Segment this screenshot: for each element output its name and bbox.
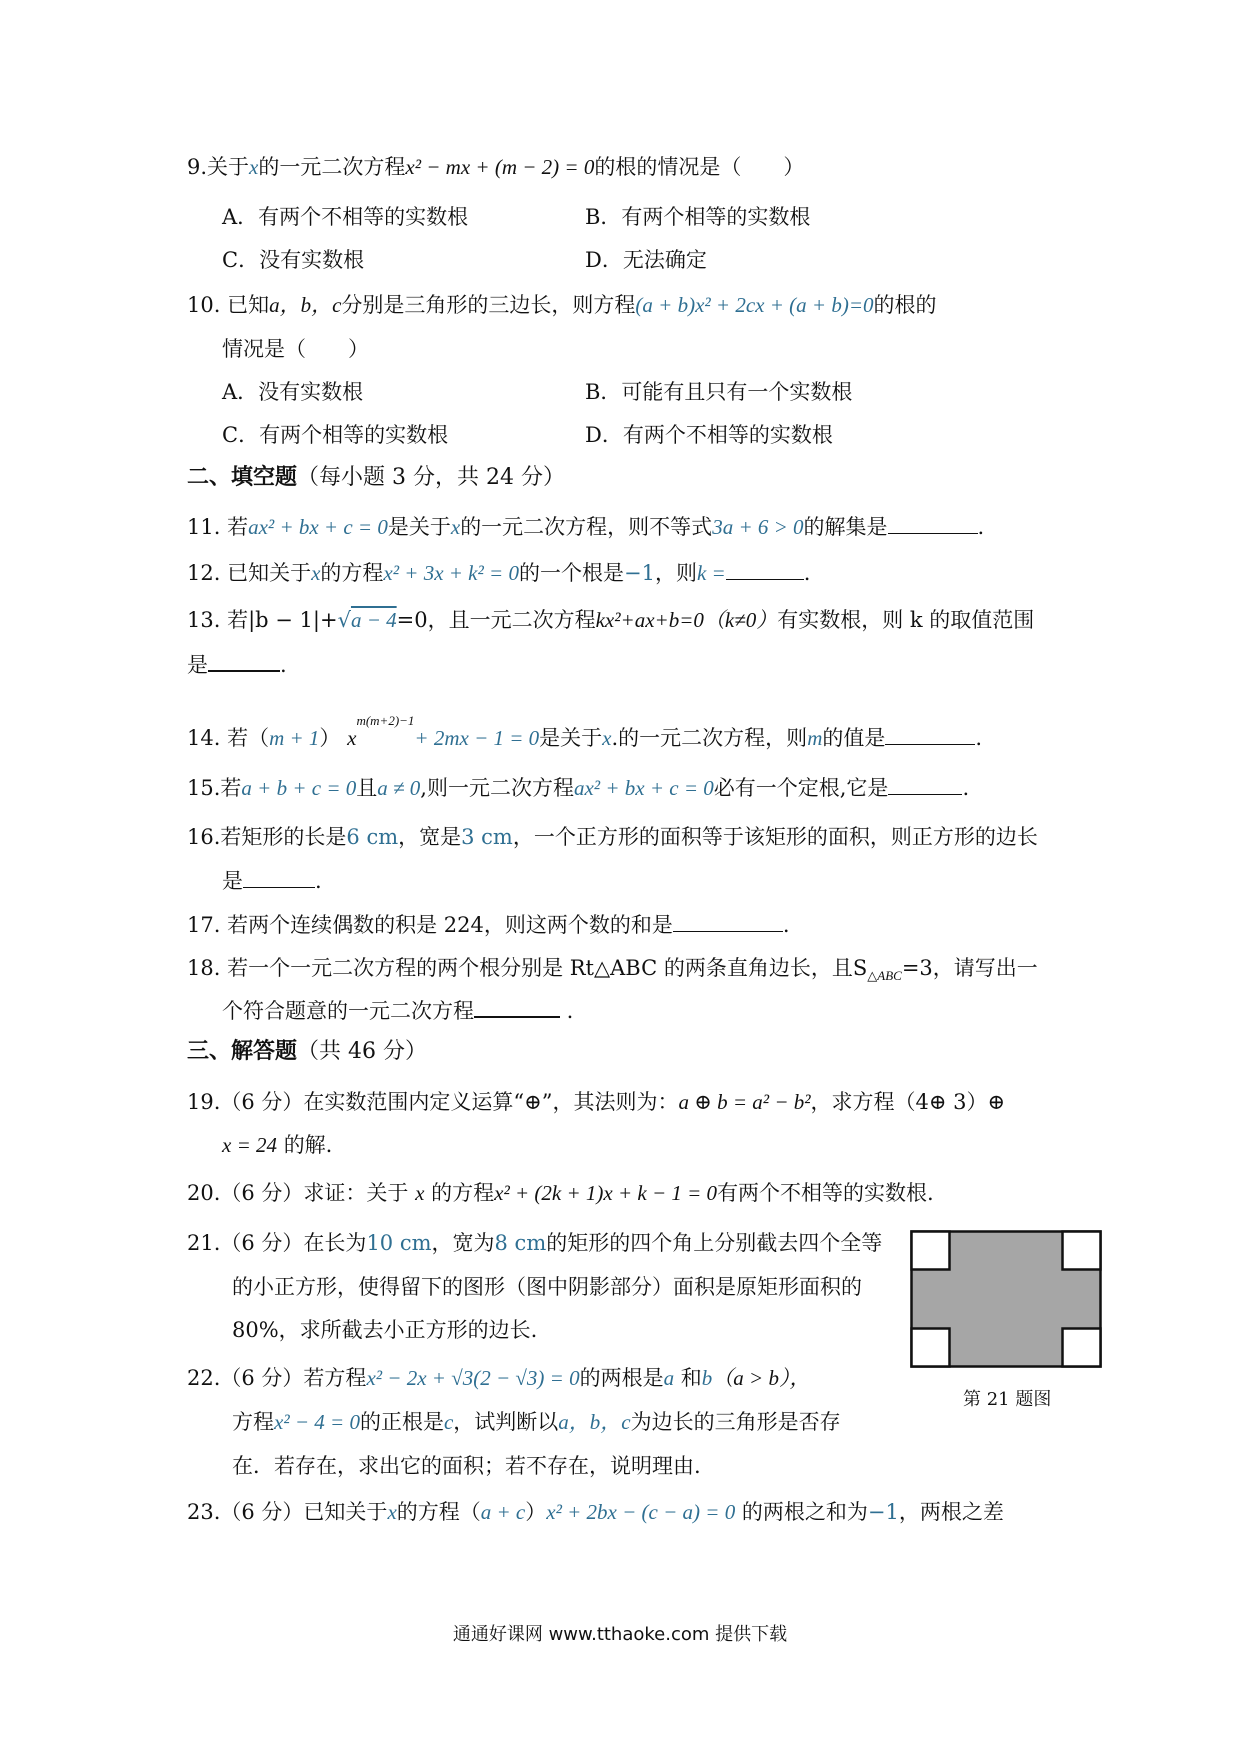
q22-and: 和 [680, 1366, 702, 1390]
q18-answer-blank[interactable] [474, 996, 560, 1018]
q23-ac: a + c [480, 1500, 526, 1524]
q13-line2-text: 是 [187, 653, 208, 677]
q23 [187, 1497, 1004, 1527]
section-3-note: （共 46 分） [297, 1039, 427, 1064]
figure-corner-square-br [1063, 1329, 1101, 1367]
q14-mid2: 是关于 [539, 726, 603, 750]
q10-option-d: D．有两个不相等的实数根 [585, 423, 833, 447]
q14 [187, 713, 983, 753]
q21 [187, 1228, 882, 1258]
q14-m1: m + 1 [269, 726, 320, 750]
q12-answer-blank[interactable] [726, 559, 804, 580]
q15-mid2: ,则一元二次方程 [420, 776, 574, 800]
q22-cond: （a > b）， [712, 1366, 811, 1390]
q15-answer-blank[interactable] [888, 774, 962, 795]
q22-line2a: 方程 [232, 1410, 274, 1434]
q10-line2: 情况是（ ） [222, 337, 369, 361]
q18-end: . [560, 999, 574, 1023]
q12-k: k = [696, 561, 726, 585]
q9-option-d: D．无法确定 [585, 248, 707, 272]
q18-line2 [222, 996, 573, 1026]
q22-line2b: 的正根是 [359, 1410, 444, 1434]
q13-prefix: 13. 若|b − 1|+ [187, 608, 338, 632]
q10-stem [187, 290, 937, 320]
q20-suffix: 有两个不相等的实数根. [717, 1181, 934, 1205]
q16-suffix: ，一个正方形的面积等于该矩形的面积，则正方形的边长 [512, 825, 1038, 849]
q11-var: x [450, 515, 461, 539]
section-3-header [187, 1036, 427, 1068]
q18-line1: 18. 若一个一元二次方程的两个根分别是 Rt△ABC 的两条直角边长，且S [187, 956, 868, 980]
q19-line2b: 的解. [283, 1133, 333, 1157]
q9-option-a: A．有两个不相等的实数根 [222, 205, 469, 229]
section-2-header [187, 462, 565, 494]
q14-mid3: .的一元二次方程，则 [611, 726, 808, 750]
q14-var: x [602, 726, 612, 750]
section-3-title: 三、解答题 [187, 1039, 298, 1064]
q9-equation: x² − mx + (m − 2) = 0 [405, 155, 595, 179]
q23-var: x [387, 1500, 397, 1524]
q14-answer-blank[interactable] [885, 724, 975, 745]
q11-prefix: 11. 若 [187, 515, 249, 539]
q19-line1: 19.（6 分）在实数范围内定义运算“⊕”，其法则为： [187, 1090, 679, 1114]
q12-prefix: 12. 已知关于 [187, 561, 312, 585]
q13-answer-blank[interactable] [208, 650, 280, 672]
q13-sqrt: a − 4 [350, 608, 397, 632]
sqrt-sign-icon: √ [337, 608, 351, 632]
q17 [187, 910, 790, 940]
q19-line2a: x = 24 [222, 1133, 277, 1157]
q9-option-c: C．没有实数根 [222, 248, 365, 272]
q14-suffix: 的值是 [822, 726, 886, 750]
q9-mid: 的一元二次方程 [258, 155, 406, 179]
q12-mid: 的方程 [320, 561, 384, 585]
q10-suffix: 的根的 [873, 293, 937, 317]
q19-rule: a ⊕ b = a² − b² [678, 1090, 811, 1114]
q22-c: c [443, 1410, 454, 1434]
q22 [187, 1363, 810, 1393]
q18 [187, 953, 1038, 991]
q21-suffix: 的矩形的四个角上分别截去四个全等 [546, 1231, 883, 1255]
q21-line3: 80%，求所截去小正方形的边长. [232, 1318, 538, 1342]
q16-answer-blank[interactable] [243, 867, 315, 888]
q16-line2 [222, 866, 322, 896]
q10-option-a: A．没有实数根 [222, 380, 364, 404]
figure-corner-square-tr [1063, 1232, 1101, 1270]
section-2-note: （每小题 3 分，共 24 分） [297, 465, 565, 490]
q22-line2c: ，试判断以 [453, 1410, 559, 1434]
q10-option-c: C．有两个相等的实数根 [222, 423, 449, 447]
q11-eq2: 3a + 6 > 0 [712, 515, 804, 539]
q12-root: −1 [623, 561, 655, 585]
q10-equation: (a + b)x² + 2cx + (a + b)=0 [635, 293, 874, 317]
q11-end: . [977, 515, 985, 539]
q9-option-b: B．有两个相等的实数根 [585, 205, 811, 229]
q12-end: . [803, 561, 811, 585]
q15-mid: 且 [356, 776, 378, 800]
figure-corner-square-tl [912, 1232, 950, 1270]
q11-mid2: 的一元二次方程，则不等式 [460, 515, 713, 539]
q21-line2: 的小正方形，使得留下的图形（图中阴影部分）面积是原矩形面积的 [232, 1275, 862, 1299]
q16 [187, 822, 1038, 852]
q21-prefix: 21.（6 分）在长为 [187, 1231, 367, 1255]
q18-line2-text: 个符合题意的一元二次方程 [222, 999, 474, 1023]
q16-mid: ，宽是 [398, 825, 462, 849]
q20-equation: x² + (2k + 1)x + k − 1 = 0 [494, 1181, 718, 1205]
q11-answer-blank[interactable] [888, 513, 978, 534]
q14-end: . [975, 726, 983, 750]
q20 [187, 1178, 934, 1208]
q10-prefix: 10. 已知 [187, 293, 270, 317]
q20-prefix: 20.（6 分）求证：关于 [187, 1181, 409, 1205]
q14-prefix: 14. 若（ [187, 726, 270, 750]
q18-sub: △ABC [867, 968, 902, 984]
q12-mid3: ，则 [654, 561, 697, 585]
q12-mid2: 的一个根是 [518, 561, 624, 585]
q23-mid: 的方程（ [396, 1500, 481, 1524]
q13-line2 [187, 650, 287, 680]
q13-mid: =0，且一元二次方程 [396, 608, 596, 632]
q17-answer-blank[interactable] [673, 911, 783, 932]
q14-rest: + 2mx − 1 = 0 [414, 726, 540, 750]
q12-var: x [311, 561, 321, 585]
q15-cond: a + b + c = 0 [241, 776, 357, 800]
q23-mid2: ） [525, 1500, 547, 1524]
q19-line1b: ，求方程（4⊕ 3）⊕ [810, 1090, 1006, 1114]
q22-prefix: 22.（6 分）若方程 [187, 1366, 367, 1390]
q9-var: x [249, 155, 259, 179]
q22-a: a [663, 1366, 675, 1390]
q10-option-b: B．可能有且只有一个实数根 [585, 380, 853, 404]
q13-end: . [280, 653, 287, 677]
page-footer: 通通好课网 www.tthaoke.com 提供下载 [452, 1624, 788, 1645]
q22-mid: 的两根是 [579, 1366, 664, 1390]
q16-line2-text: 是 [222, 869, 243, 893]
q15-prefix: 15.若 [187, 776, 242, 800]
q22-abc: a，b，c [558, 1410, 631, 1434]
q23-mid3: 的两根之和为 [741, 1500, 868, 1524]
q20-mid: 的方程 [431, 1181, 495, 1205]
q13 [187, 605, 1034, 635]
q16-prefix: 16.若矩形的长是 [187, 825, 347, 849]
q12 [187, 558, 810, 588]
q12-equation: x² + 3x + k² = 0 [383, 561, 519, 585]
q18-line1b: =3，请写出一 [901, 956, 1038, 980]
q21-len: 10 cm [366, 1231, 432, 1255]
q22-line2d: 为边长的三角形是否存 [630, 1410, 841, 1434]
q23-equation: x² + 2bx − (c − a) = 0 [546, 1500, 736, 1524]
q16-wid: 3 cm [461, 825, 513, 849]
q11-eq1: ax² + bx + c = 0 [248, 515, 388, 539]
q15-cond2: a ≠ 0 [377, 776, 421, 800]
q22-b: b [701, 1366, 713, 1390]
section-2-title: 二、填空题 [187, 465, 298, 490]
q17-text: 17. 若两个连续偶数的积是 224，则这两个数的和是 [187, 913, 673, 937]
q23-prefix: 23.（6 分）已知关于 [187, 1500, 388, 1524]
q15-end: . [962, 776, 970, 800]
q13-suffix: 有实数根，则 k 的取值范围 [777, 608, 1035, 632]
q14-exp: m(m+2)−1 [356, 713, 415, 728]
q14-m: m [807, 726, 823, 750]
q21-wid: 8 cm [494, 1231, 547, 1255]
q22-eq2: x² − 4 = 0 [274, 1410, 360, 1434]
q14-mid: ） [319, 726, 341, 750]
q23-sum: −1 [867, 1500, 899, 1524]
q16-end: . [315, 869, 322, 893]
q22-line2 [232, 1407, 841, 1437]
q10-vars: a，b，c [269, 293, 342, 317]
q15-equation: ax² + bx + c = 0 [573, 776, 714, 800]
q9-stem [187, 152, 804, 182]
q21-mid: ，宽为 [431, 1231, 495, 1255]
q13-equation: kx²+ax+b=0（k≠0） [595, 608, 778, 632]
q11-mid1: 是关于 [387, 515, 451, 539]
q19-line2 [222, 1130, 332, 1160]
q9-suffix: 的根的情况是（ ） [594, 155, 805, 179]
q17-end: . [782, 913, 790, 937]
q21-figure [910, 1230, 1102, 1368]
q16-len: 6 cm [346, 825, 399, 849]
figure-corner-square-bl [912, 1329, 950, 1367]
q23-suffix: ，两根之差 [898, 1500, 1004, 1524]
q15 [187, 773, 969, 803]
q9-prefix: 9.关于 [187, 155, 250, 179]
q20-var: x [415, 1181, 425, 1205]
q15-suffix: 必有一个定根,它是 [713, 776, 889, 800]
q10-mid: 分别是三角形的三边长，则方程 [341, 293, 636, 317]
q19 [187, 1087, 1005, 1117]
q22-equation: x² − 2x + √3(2 − √3) = 0 [366, 1366, 580, 1390]
q22-line3: 在．若存在，求出它的面积；若不存在，说明理由. [232, 1454, 701, 1478]
q14-base: x [347, 726, 357, 750]
q21-figure-caption: 第 21 题图 [963, 1389, 1052, 1410]
q11 [187, 512, 984, 542]
q11-suffix: 的解集是 [803, 515, 888, 539]
